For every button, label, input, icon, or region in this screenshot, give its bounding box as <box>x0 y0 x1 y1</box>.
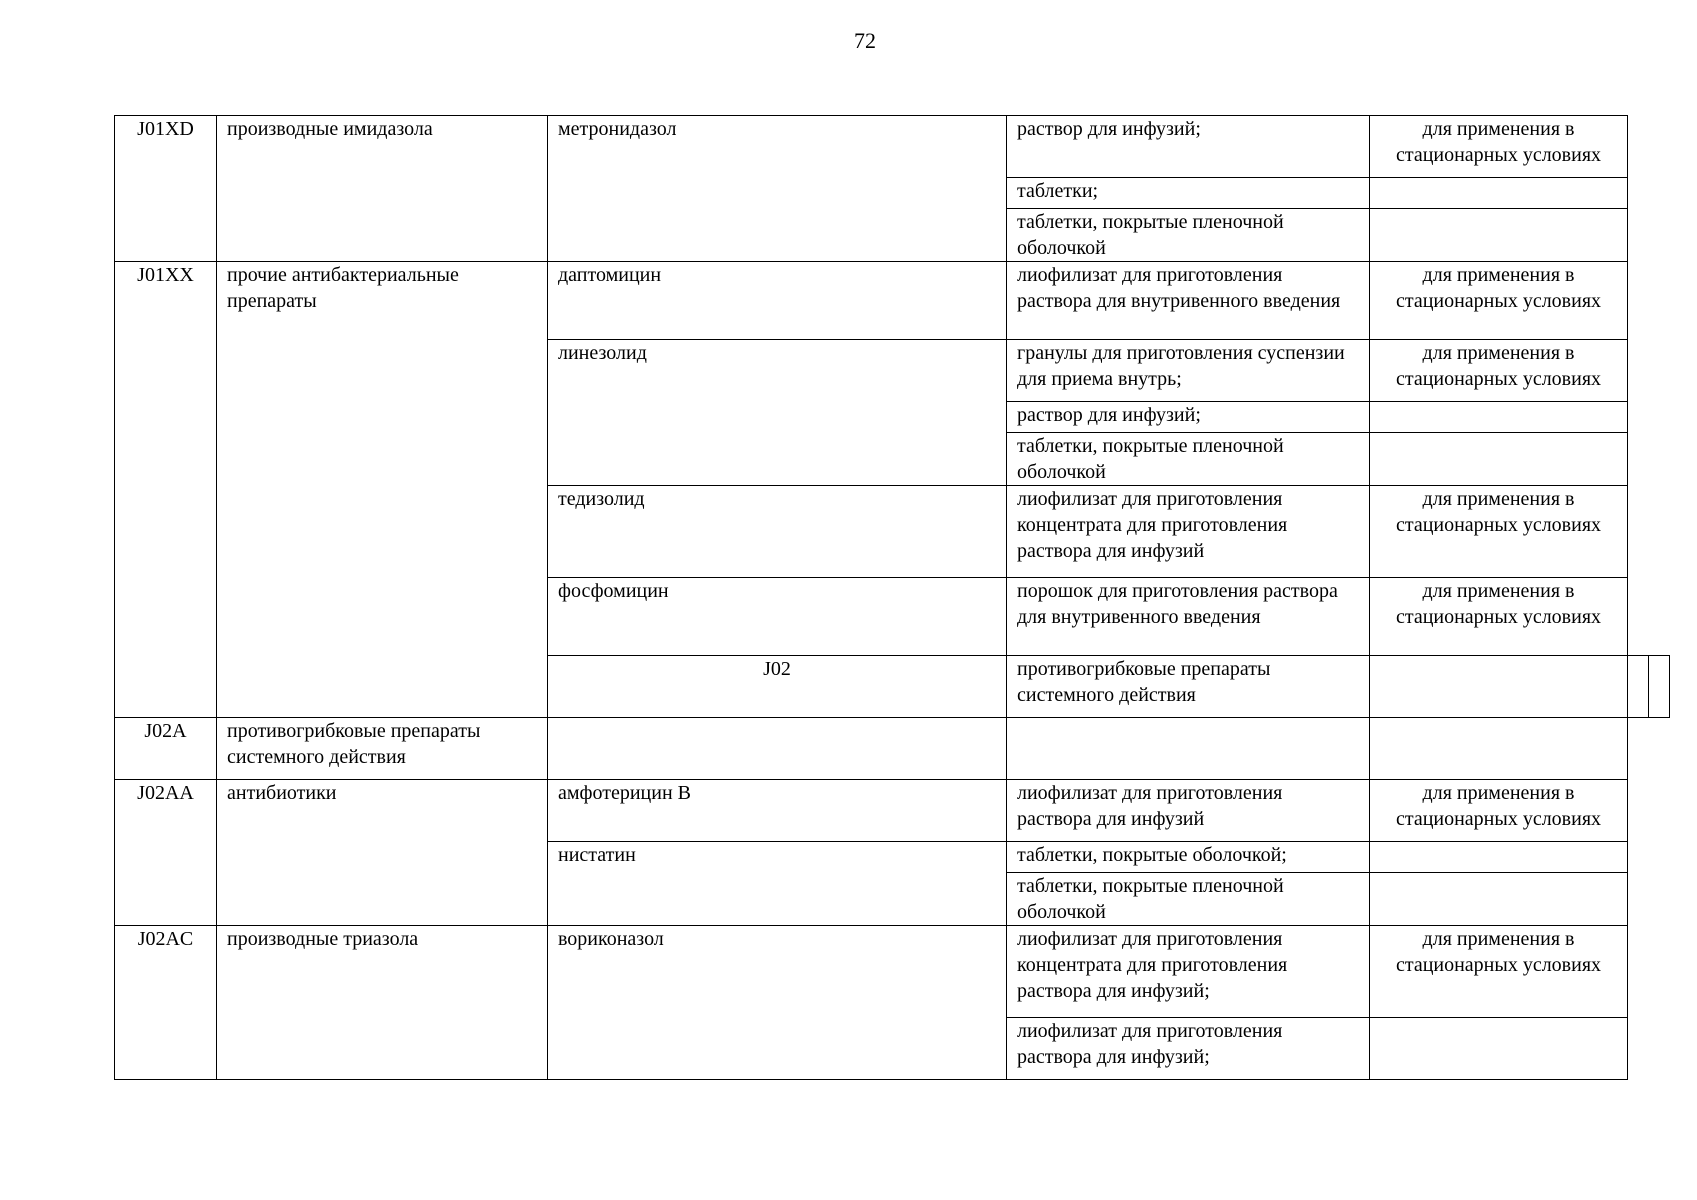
drug-name-cell <box>548 718 1007 780</box>
atc-group-name-cell: производные триазола <box>217 926 548 1080</box>
atc-group-name-cell: прочие антибактериальные препараты <box>217 262 548 718</box>
usage-note-cell <box>1370 178 1628 209</box>
dosage-form-cell: лиофилизат для приготовления раствора для инфузий; <box>1007 1018 1370 1080</box>
atc-code-cell: J01XX <box>115 262 217 718</box>
atc-code-cell: J01XD <box>115 116 217 262</box>
drug-name-cell: метронидазол <box>548 116 1007 262</box>
dosage-form-cell: лиофилизат для приготовления концентрата для приготовления раствора для инфузий <box>1007 486 1370 578</box>
usage-note-cell <box>1370 842 1628 873</box>
dosage-form-cell: лиофилизат для приготовления раствора для инфузий <box>1007 780 1370 842</box>
table-row <box>115 262 1670 340</box>
dosage-form-cell: таблетки, покрытые пленочной оболочкой <box>1007 873 1370 926</box>
atc-code-cell: J02A <box>115 718 217 780</box>
usage-note-cell <box>1370 1018 1628 1080</box>
dosage-form-cell <box>1007 718 1370 780</box>
dosage-form-cell: порошок для приготовления раствора для внутривенного введения <box>1007 578 1370 656</box>
table-row <box>115 926 1670 1018</box>
drug-table <box>114 115 1670 1080</box>
drug-name-cell: нистатин <box>548 842 1007 926</box>
dosage-form-cell: таблетки, покрытые пленочной оболочкой <box>1007 209 1370 262</box>
usage-note-cell <box>1370 433 1628 486</box>
usage-note-cell: для применения в стационарных условиях <box>1370 340 1628 402</box>
drug-name-cell: амфотерицин В <box>548 780 1007 842</box>
usage-note-cell <box>1649 656 1670 718</box>
usage-note-cell <box>1370 402 1628 433</box>
dosage-form-cell <box>1628 656 1649 718</box>
drug-name-cell: тедизолид <box>548 486 1007 578</box>
atc-code-cell: J02 <box>548 656 1007 718</box>
usage-note-cell: для применения в стационарных условиях <box>1370 116 1628 178</box>
page-number: 72 <box>854 28 876 53</box>
table-row <box>115 116 1670 178</box>
drug-name-cell <box>1370 656 1628 718</box>
atc-code-cell: J02AA <box>115 780 217 926</box>
table-row <box>115 780 1670 842</box>
atc-group-name-cell: противогрибковые препараты системного действия <box>1007 656 1370 718</box>
dosage-form-cell: таблетки, покрытые пленочной оболочкой <box>1007 433 1370 486</box>
usage-note-cell: для применения в стационарных условиях <box>1370 486 1628 578</box>
usage-note-cell <box>1370 209 1628 262</box>
atc-group-name-cell: антибиотики <box>217 780 548 926</box>
dosage-form-cell: лиофилизат для приготовления концентрата для приготовления раствора для инфузий; <box>1007 926 1370 1018</box>
usage-note-cell: для применения в стационарных условиях <box>1370 780 1628 842</box>
dosage-form-cell: таблетки, покрытые оболочкой; <box>1007 842 1370 873</box>
usage-note-cell: для применения в стационарных условиях <box>1370 578 1628 656</box>
dosage-form-cell: гранулы для приготовления суспензии для приема внутрь; <box>1007 340 1370 402</box>
drug-name-cell: линезолид <box>548 340 1007 486</box>
usage-note-cell: для применения в стационарных условиях <box>1370 262 1628 340</box>
atc-group-name-cell: производные имидазола <box>217 116 548 262</box>
usage-note-cell <box>1370 718 1628 780</box>
atc-group-name-cell: противогрибковые препараты системного действия <box>217 718 548 780</box>
usage-note-cell <box>1370 873 1628 926</box>
dosage-form-cell: лиофилизат для приготовления раствора для внутривенного введения <box>1007 262 1370 340</box>
dosage-form-cell: таблетки; <box>1007 178 1370 209</box>
table-row <box>115 718 1670 780</box>
usage-note-cell: для применения в стационарных условиях <box>1370 926 1628 1018</box>
drug-name-cell: вориконазол <box>548 926 1007 1080</box>
dosage-form-cell: раствор для инфузий; <box>1007 116 1370 178</box>
drug-name-cell: даптомицин <box>548 262 1007 340</box>
drug-name-cell: фосфомицин <box>548 578 1007 656</box>
atc-code-cell: J02AC <box>115 926 217 1080</box>
dosage-form-cell: раствор для инфузий; <box>1007 402 1370 433</box>
